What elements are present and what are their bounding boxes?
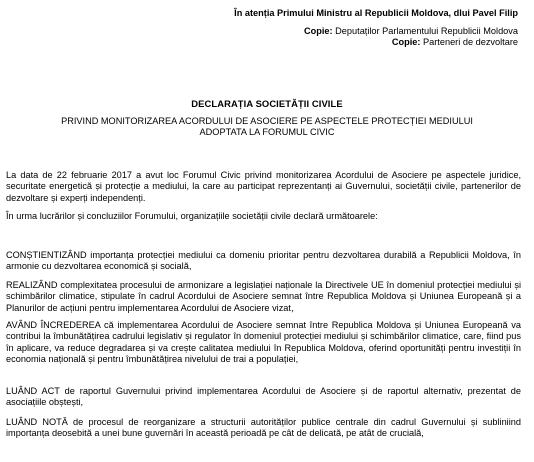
paragraph-declaration-lead [6,211,521,222]
copy-line-partners [392,37,518,48]
paragraph-forum-intro [6,170,521,204]
paragraph-constientizand [6,250,521,273]
paragraph-realizand [6,280,521,314]
paragraph-text: LUÂND NOTĂ de procesul de reorganizare a structurii autorităților publice centrale din cadrul Guvernului și subliniind importanța deosebită a unei bune guvernări în această perioadă pe cât de delicată, pe atât de crucială, [6,417,521,439]
paragraph-text: În urma lucrărilor și concluziilor Forumului, organizațiile societății civile declară următoarele: [6,211,378,221]
document-title: DECLARAȚIA SOCIETĂȚII CIVILE [191,98,343,109]
document-subtitle-line1: PRIVIND MONITORIZAREA ACORDULUI DE ASOCIERE PE ASPECTELE PROTECȚIEI MEDIULUI [61,116,473,126]
paragraph-text: La data de 22 februarie 2017 a avut loc Forumul Civic privind monitorizarea Acordului de Asociere pe aspectele juridice, securitate energetică și protecție a mediului, la care au participat reprezentanți ai Guvernului, societății civile, partenerilor de dezvoltare și experți independenți. [6,170,521,203]
copy-recipient: Parteneri de dezvoltare [423,37,518,47]
document-subtitle-line2: ADOPTATA LA FORUMUL CIVIC [199,127,335,137]
copy-label: Copie: [391,37,421,47]
paragraph-avand-increderea [6,320,521,365]
paragraph-text: REALIZÂND complexitatea procesului de armonizare a legislației naționale la Directivele UE în domeniul protecției mediului și schimbărilor climatice, stipulate în cadrul Acordului de Asociere semnat între Republica Moldova și Uniunea Europeană și a Planurilor de acțiuni pentru implementarea Acordului de Asociere vizat, [6,280,521,313]
copy-recipient: Deputaților Parlamentului Republicii Moldova [335,26,518,36]
paragraph-text: CONȘTIENTIZÂND importanța protecției mediului ca domeniu prioritar pentru dezvoltarea durabilă a Republicii Moldova, în armonie cu dezvoltarea economică și socială, [6,250,521,272]
paragraph-text: LUÂND ACT de raportul Guvernului privind implementarea Acordului de Asociere și de raportul alternativ, prezentat de asociațiile obștești, [6,386,521,408]
copy-line-deputies [304,26,518,37]
paragraph-text: AVÂND ÎNCREDEREA că implementarea Acordului de Asociere semnat între Republica Moldova și Uniunea Europeană va contribui la îmbunătățirea cadrului legislativ și regulator în domeniul protecției mediului și schimbărilor climatice, care, fiind pus în aplicare, va reduce degradarea și va crește calitatea mediului în Republica Moldova, oferind oportunități pentru investiții în economia națională și pentru îmbunătățirea nivelului de trai a populației, [6,320,521,364]
attention-line: În atenția Primului Ministru al Republicii Moldova, dlui Pavel Filip [234,8,518,18]
copy-label: Copie: [304,26,333,36]
paragraph-luand-nota [6,417,521,440]
paragraph-luand-act [6,386,521,409]
